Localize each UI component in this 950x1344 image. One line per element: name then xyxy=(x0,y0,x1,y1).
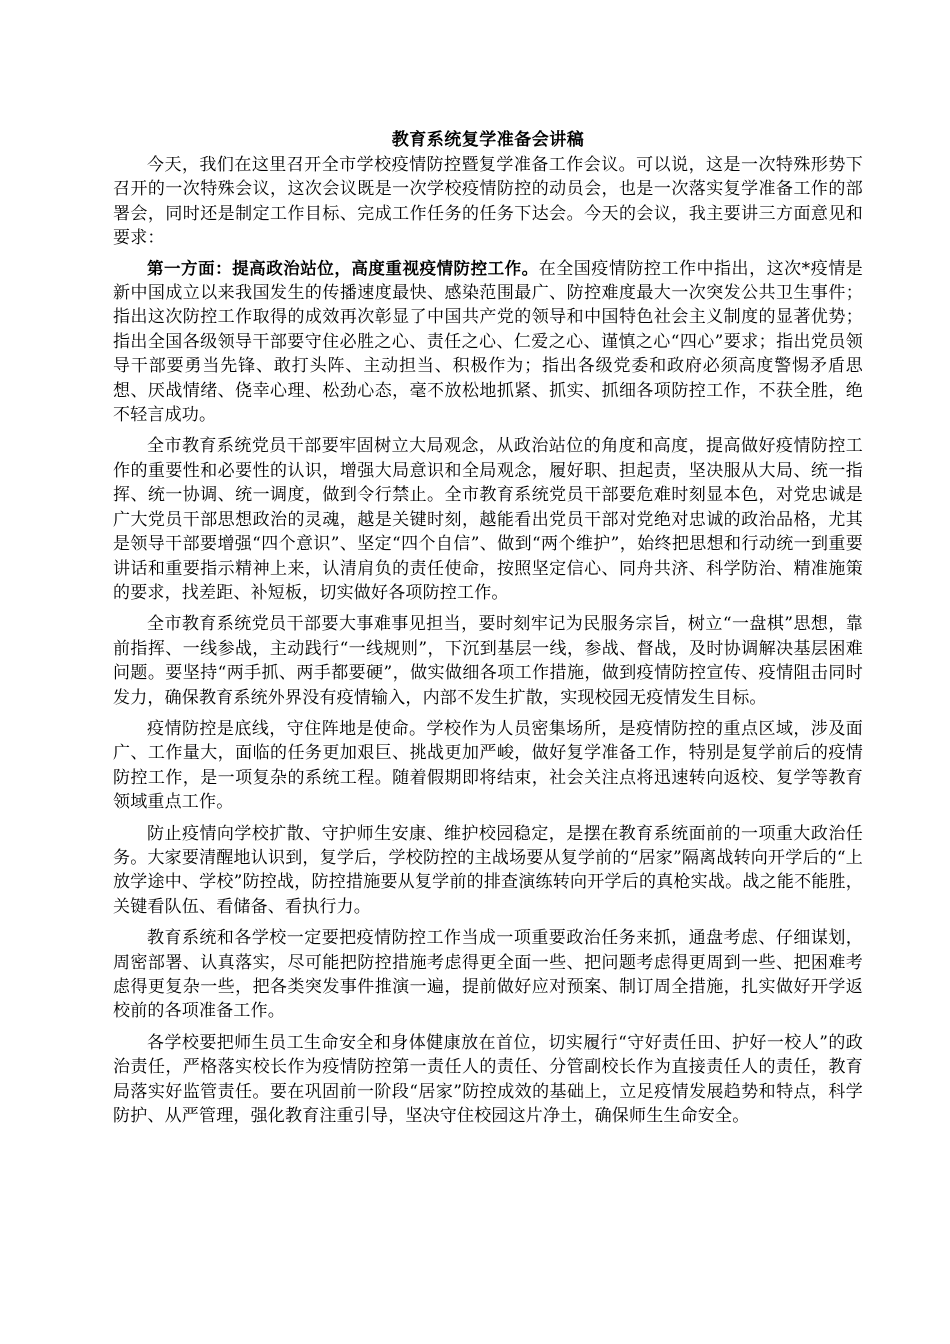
paragraph-text: 防止疫情向学校扩散、守护师生安康、维护校园稳定，是摆在教育系统面前的一项重大政治任务。大家要清醒地认识到，复学后，学校防控的主战场要从复学前的“居家”隔离战转向开学后的“上放学途中、学校”防控战，防控措施要从复学前的排查演练转向开学后的真枪实战。战之能不能胜，关键看队伍、看储备、看执行力。 xyxy=(113,823,863,917)
paragraph-6 xyxy=(113,822,863,920)
paragraph-text: 全市教育系统党员干部要大事难事见担当，要时刻牢记为民服务宗旨，树立“一盘棋”思想，靠前指挥、一线参战，主动践行“一线规则”，下沉到基层一线，参战、督战，及时协调解决基层困难问题。要坚持“两手抓、两手都要硬”，做实做细各项工作措施，做到疫情防控宣传、疫情阻击同时发力，确保教育系统外界没有疫情输入，内部不发生扩散，实现校园无疫情发生目标。 xyxy=(113,614,863,708)
section-heading: 第一方面：提高政治站位，高度重视疫情防控工作。 xyxy=(147,258,539,278)
paragraph-5 xyxy=(113,717,863,815)
paragraph-text: 各学校要把师生员工生命安全和身体健康放在首位，切实履行“守好责任田、护好一校人”的政治责任，严格落实校长作为疫情防控第一责任人的责任、分管副校长作为直接责任人的责任，教育局落实好监管责任。要在巩固前一阶段“居家”防控成效的基础上，立足疫情发展趋势和特点，科学防护、从严管理，强化教育注重引导，坚决守住校园这片净土，确保师生生命安全。 xyxy=(113,1032,863,1127)
paragraph-8 xyxy=(113,1031,863,1129)
paragraph-text: 在全国疫情防控工作中指出，这次*疫情是新中国成立以来我国发生的传播速度最快、感染范围最广、防控难度最大一次突发公共卫生事件；指出这次防控工作取得的成效再次彰显了中国共产党的领导和中国特色社会主义制度的显著优势；指出全国各级领导干部要守住必胜之心、责任之心、仁爱之心、谨慎之心“四心”要求；指出党员领导干部要勇当先锋、敢打头阵、主动担当、积极作为；指出各级党委和政府必须高度警惕矛盾思想、厌战情绪、侥幸心理、松劲心态，毫不放松地抓紧、抓实、抓细各项防控工作，不获全胜，绝不轻言成功。 xyxy=(113,258,863,426)
paragraph-text: 疫情防控是底线，守住阵地是使命。学校作为人员密集场所，是疫情防控的重点区域，涉及面广、工作量大，面临的任务更加艰巨、挑战更加严峻，做好复学准备工作，特别是复学前后的疫情防控工作，是一项复杂的系统工程。随着假期即将结束，社会关注点将迅速转向返校、复学等教育领域重点工作。 xyxy=(113,718,863,813)
document-page xyxy=(113,128,863,1135)
paragraph-4 xyxy=(113,612,863,710)
paragraph-text: 今天，我们在这里召开全市学校疫情防控暨复学准备工作会议。可以说，这是一次特殊形势下召开的一次特殊会议，这次会议既是一次学校疫情防控的动员会，也是一次落实复学准备工作的部署会，同时还是制定工作目标、完成工作任务的任务下达会。今天的会议，我主要讲三方面意见和要求： xyxy=(113,155,863,249)
paragraph-text: 全市教育系统党员干部要牢固树立大局观念，从政治站位的角度和高度，提高做好疫情防控工作的重要性和必要性的认识，增强大局意识和全局观念，履好职、担起责，坚决服从大局、统一指挥、统一协调、统一调度，做到令行禁止。全市教育系统党员干部要危难时刻显本色，对党忠诚是广大党员干部思想政治的灵魂，越是关键时刻，越能看出党员干部对党绝对忠诚的政治品格，尤其是领导干部要增强“四个意识”、坚定“四个自信”、做到“两个维护”，始终把思想和行动统一到重要讲话和重要指示精神上来，认清肩负的责任使命，按照坚定信心、同舟共济、科学防治、精准施策的要求，找差距、补短板，切实做好各项防控工作。 xyxy=(113,436,863,603)
paragraph-1 xyxy=(113,153,863,251)
paragraph-7 xyxy=(113,926,863,1024)
document-title: 教育系统复学准备会讲稿 xyxy=(391,130,585,150)
paragraph-text: 教育系统和各学校一定要把疫情防控工作当成一项重要政治任务来抓，通盘考虑、仔细谋划，周密部署、认真落实，尽可能把防控措施考虑得更全面一些、把问题考虑得更周到一些、把困难考虑得更复杂一些，把各类突发事件推演一遍，提前做好应对预案、制订周全措施，扎实做好开学返校前的各项准备工作。 xyxy=(113,928,863,1022)
paragraph-3 xyxy=(113,434,863,605)
paragraph-2 xyxy=(113,257,863,428)
